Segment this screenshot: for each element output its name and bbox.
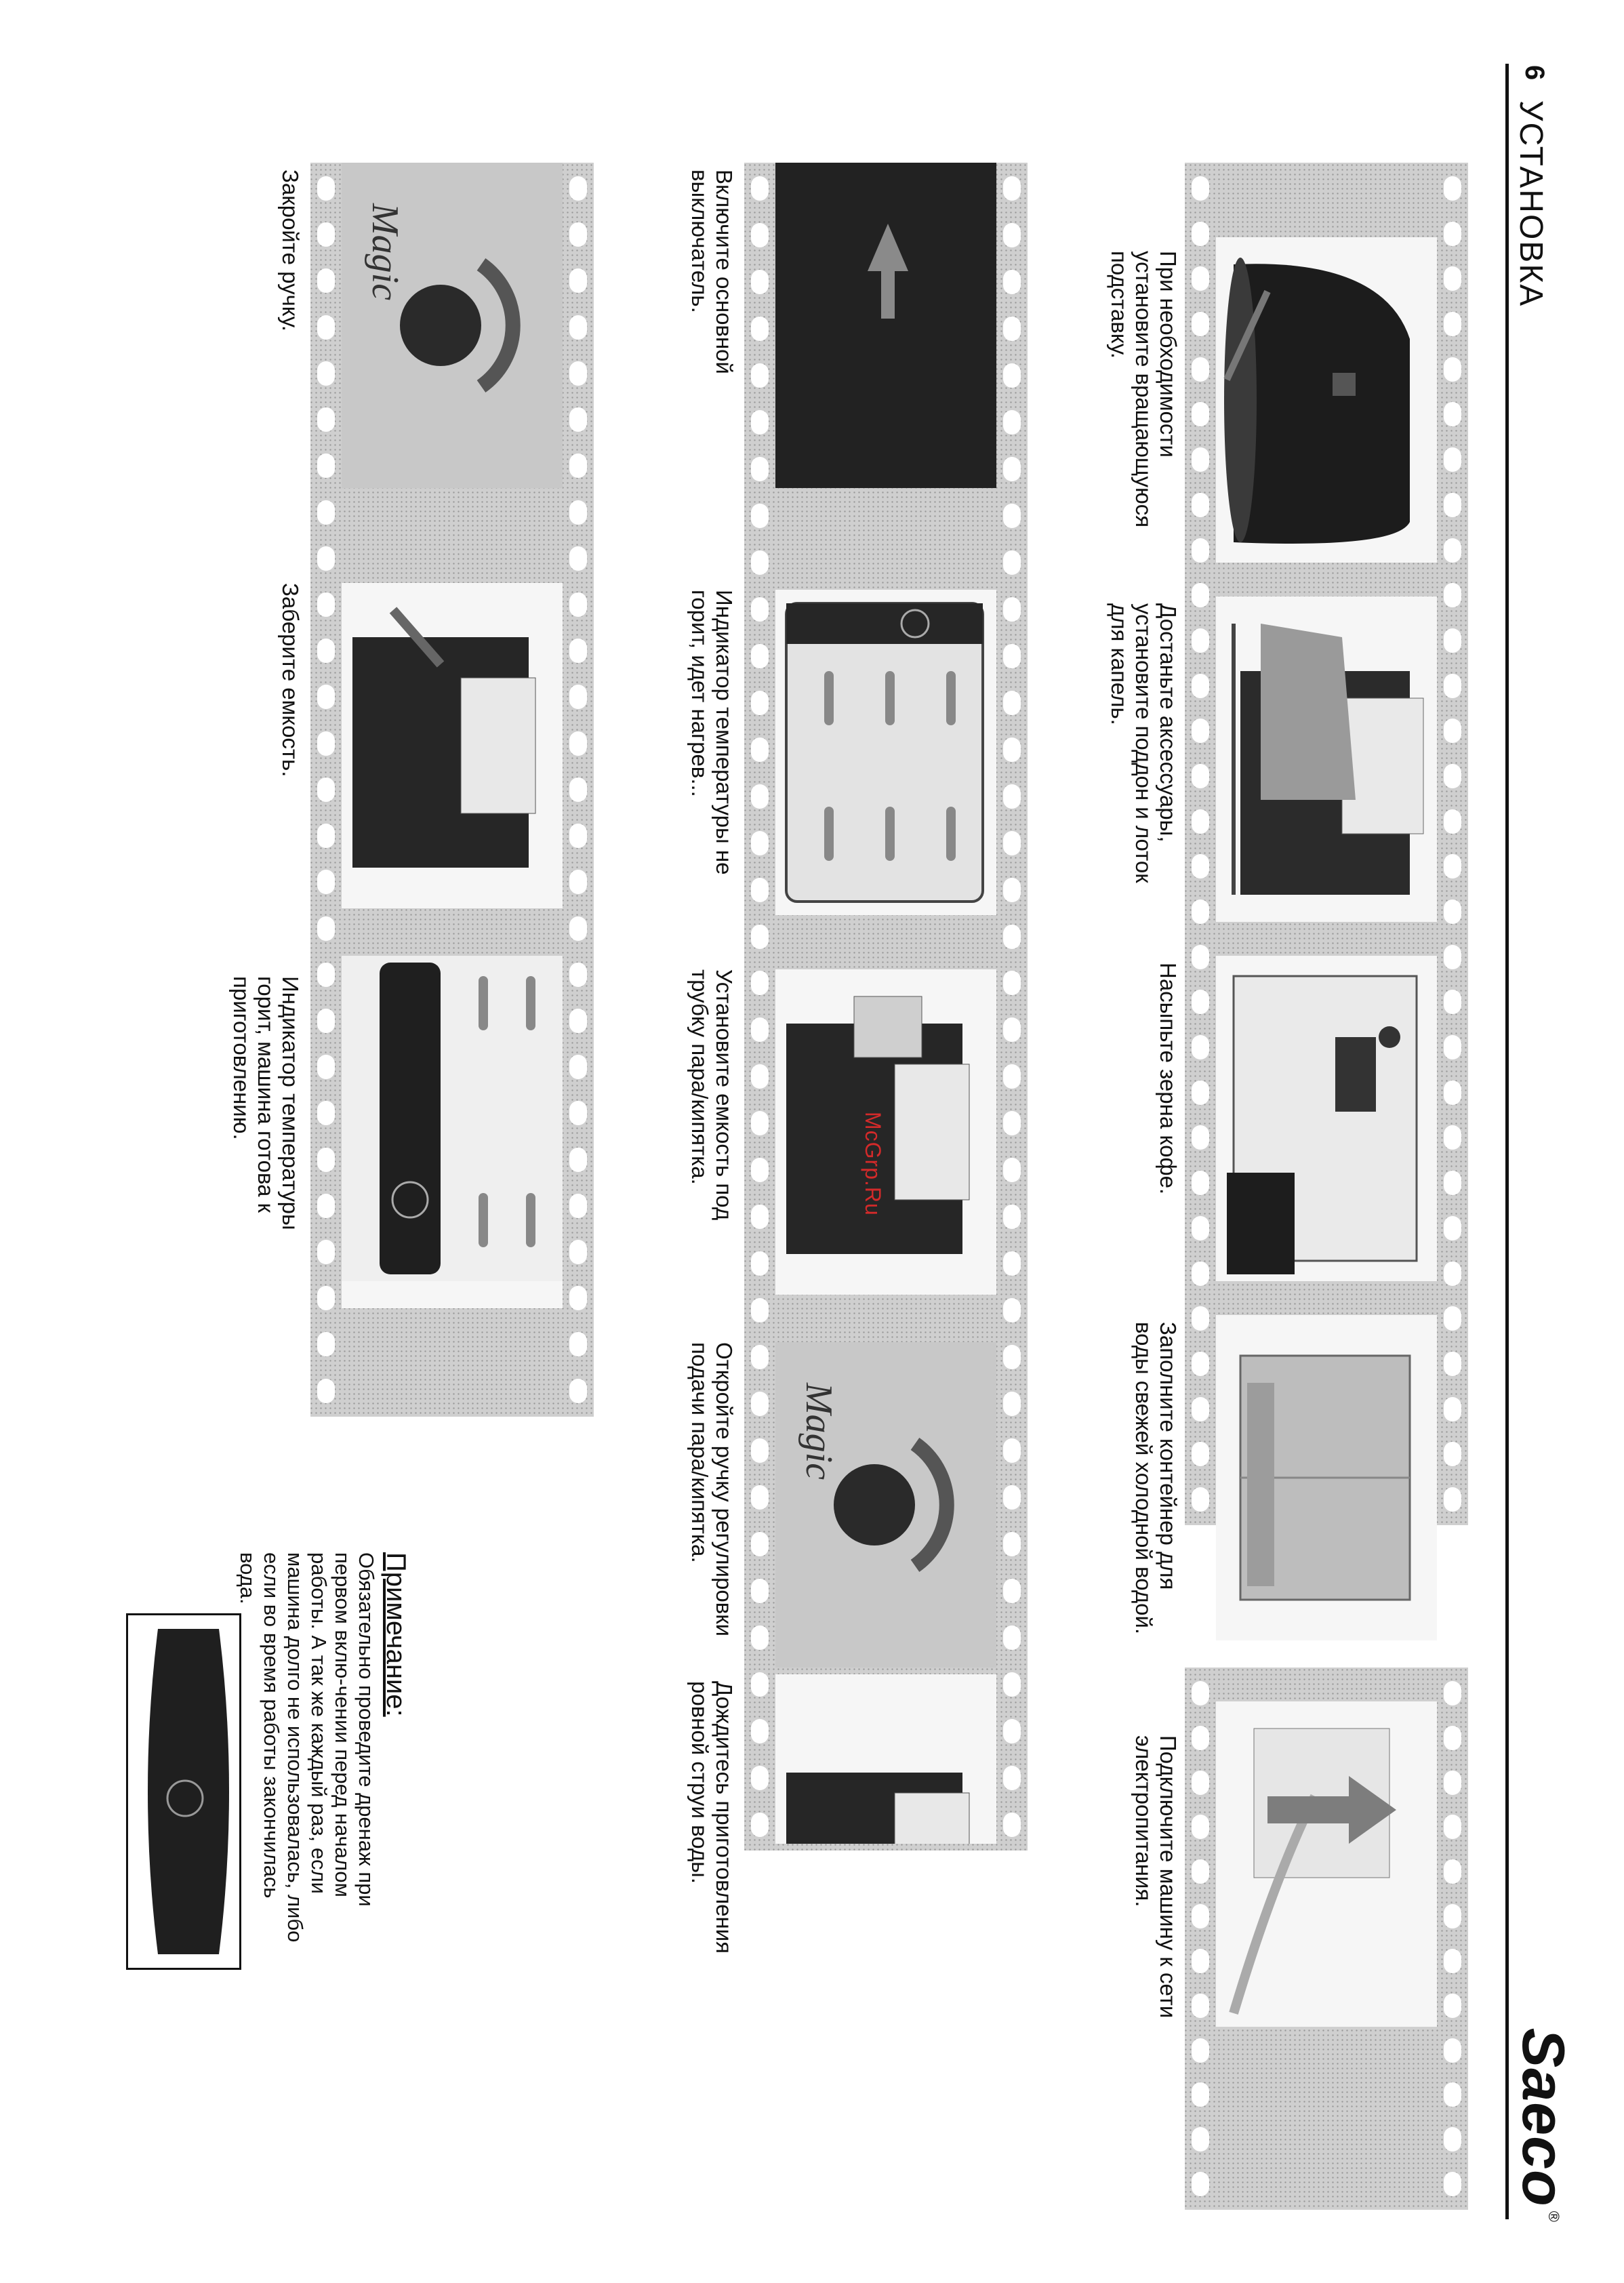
page-number: 6 (1520, 65, 1549, 81)
step-6-photo (775, 163, 996, 488)
step-8-caption: Установите емкость под трубку пара/кипятка. (687, 969, 737, 1221)
knob-brand-label-2: Magic (364, 203, 406, 301)
step-6-caption: Включите основной выключатель. (687, 169, 737, 374)
step-1-caption: При необходимости установите вращающуюся подставку. (1107, 251, 1181, 528)
header-rule (1505, 64, 1509, 2219)
step-4-caption: Заполните контейнер для воды свежей холодной водой. (1131, 1322, 1181, 1635)
note-text: Обязательно проведите дренаж при первом вклю-чении перед началом работы. А так же каждый раз, если машина долго не использовалась, либо если во время работы закончилась вода. (236, 1552, 378, 1943)
step-10-photo (775, 1674, 996, 1844)
step-12-photo (342, 583, 563, 908)
step-11-caption: Закройте ручку. (278, 169, 303, 331)
note-title: Примечание: (381, 1552, 411, 1717)
step-7-caption: Индикатор температуры не горит, идет нагрев... (687, 590, 737, 875)
film-strip-3 (310, 163, 594, 1417)
step-5-photo (1216, 1701, 1437, 2027)
note-indicator-photo (126, 1613, 241, 1970)
step-2-caption: Достаньте аксессуары, установите поддон и лоток для капель. (1107, 603, 1181, 883)
film-strip-1 (1185, 163, 1468, 1525)
step-7-photo (775, 590, 996, 915)
knob-brand-label: Magic (798, 1383, 840, 1480)
step-9-caption: Откройте ручку регулировки подачи пара/кипятка. (687, 1342, 737, 1637)
step-5-caption: Подключите машину к сети электропитания. (1131, 1735, 1181, 2019)
step-12-caption: Заберите емкость. (278, 583, 303, 777)
registered-mark: ® (1545, 2210, 1562, 2222)
step-3-caption: Насыпьте зерна кофе. (1156, 963, 1181, 1195)
step-13-caption: Индикатор температуры горит, машина готова к приготовлению. (229, 976, 303, 1230)
page-title: УСТАНОВКА (1513, 100, 1549, 308)
brand-logo (1509, 2028, 1578, 2223)
step-4-photo (1216, 1315, 1437, 1640)
watermark: McGrp.Ru (861, 1112, 885, 1216)
film-strip-1b (1185, 1668, 1468, 2210)
brand-name: Saeco (1510, 2027, 1577, 2207)
step-2-photo (1216, 597, 1437, 922)
step-1-photo (1216, 237, 1437, 563)
step-9-photo (775, 1342, 996, 1668)
step-11-photo (342, 163, 563, 488)
step-8-photo (775, 969, 996, 1295)
step-3-photo (1216, 956, 1437, 1281)
film-strip-2 (744, 163, 1028, 1851)
step-13-photo (342, 956, 563, 1308)
step-10-caption: Дождитесь приготовления ровной струи воды. (687, 1681, 737, 1954)
